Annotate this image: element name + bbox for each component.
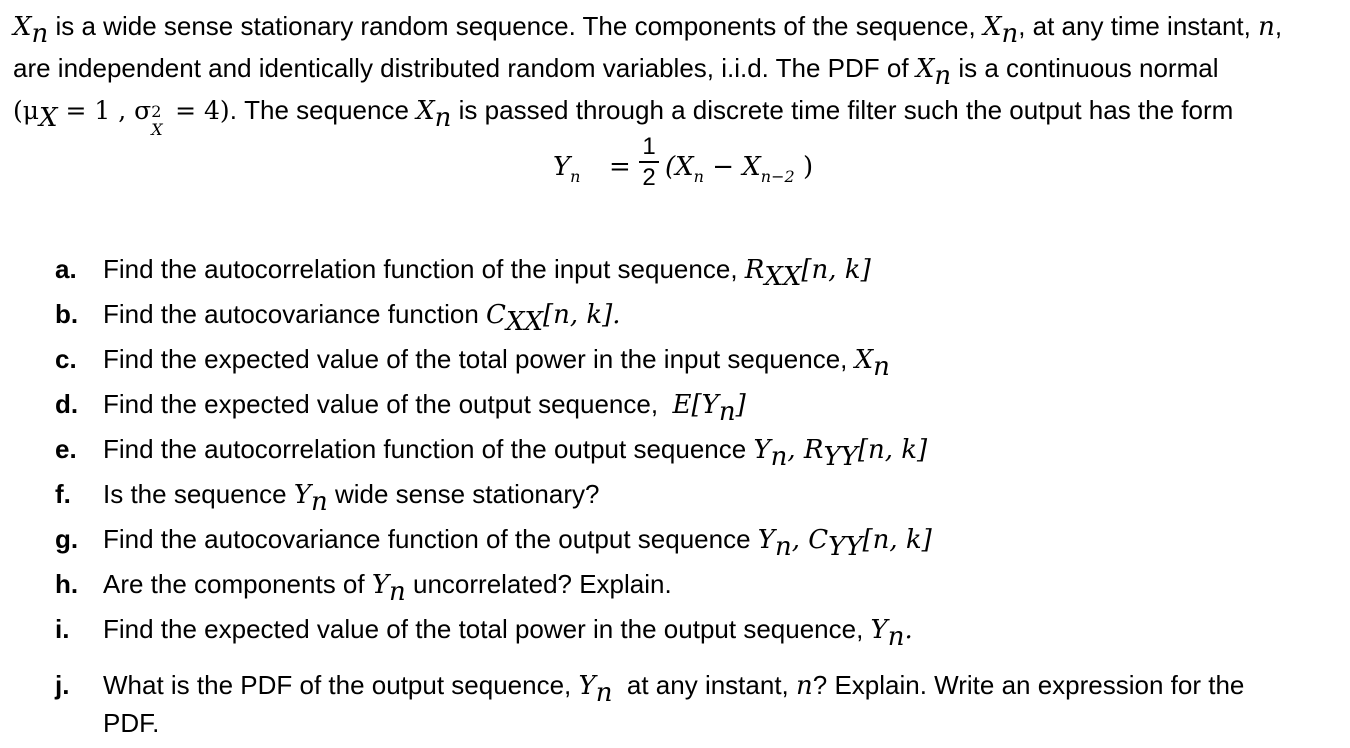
math-var: Y	[293, 480, 311, 510]
equation-rhs-sub: n	[693, 167, 704, 186]
question-text-part: Find the expected value of the output sequence,	[103, 389, 659, 419]
question-text-part: Is the sequence	[103, 479, 287, 509]
math-var: n	[796, 671, 813, 701]
intro-text: is a continuous normal	[958, 53, 1219, 83]
question-text-part: uncorrelated? Explain.	[413, 569, 672, 599]
sigma-value: = 4)	[167, 96, 230, 125]
question-letter: a.	[55, 254, 77, 284]
question-text-part: Find the autocovariance function of the output sequence	[103, 524, 751, 554]
intro-text: ,	[1274, 11, 1283, 41]
mu-expr: (μ	[13, 96, 40, 125]
math-var: , R	[787, 435, 824, 465]
sigma-expr: = 1 , σ	[57, 96, 152, 125]
math-sub: n	[389, 577, 406, 607]
question-text-part: wide sense stationary?	[334, 479, 600, 509]
question-text-part: at any instant,	[626, 670, 789, 700]
math-sub: n	[873, 352, 890, 382]
math-var: X	[416, 96, 435, 126]
equation-rhs-part: (X	[665, 152, 694, 182]
question-text	[103, 344, 890, 382]
question-text	[103, 254, 871, 292]
equation-equals: =	[609, 152, 631, 182]
question-letter: e.	[55, 434, 77, 464]
math-sub: YY	[823, 442, 858, 472]
fraction-denominator: 2	[642, 164, 656, 191]
intro-line-2	[13, 48, 1338, 90]
question-text-part: Find the expected value of the total power in the output sequence,	[103, 614, 864, 644]
question-text	[103, 614, 913, 652]
math-var: Y	[753, 435, 771, 465]
question-text-continued: PDF.	[103, 708, 160, 738]
question-text	[103, 479, 600, 517]
sigma-sub: X	[151, 120, 163, 139]
intro-line-1	[13, 6, 1338, 48]
math-sub: n	[595, 678, 613, 708]
question-text-part: Find the autocorrelation function of the output sequence	[103, 434, 747, 464]
sigma-sup: 2	[151, 102, 162, 121]
math-sub: XX	[764, 262, 802, 292]
math-var: , C	[791, 525, 829, 555]
question-letter: c.	[55, 344, 77, 374]
question-text-part: Find the expected value of the total power in the input sequence,	[103, 344, 848, 374]
math-var: X	[854, 345, 874, 375]
math-sub: n	[31, 19, 49, 49]
math-var: Y	[757, 525, 775, 555]
question-letter: j.	[55, 670, 70, 700]
math-var: C	[486, 300, 506, 330]
problem-intro	[13, 6, 1338, 139]
question-text	[103, 299, 621, 337]
intro-text: is passed through a discrete time filter such the output has the form	[458, 95, 1234, 125]
intro-text: . The sequence	[229, 95, 409, 125]
question-text-part: ? Explain. Write an expression for the	[812, 670, 1245, 700]
equation-rhs-part: − X	[703, 152, 761, 182]
equation-lhs-var: Y	[553, 152, 571, 182]
math-var: Y	[870, 615, 888, 645]
math-sub: n	[718, 397, 736, 427]
math-var: Y	[578, 671, 596, 701]
intro-line-3	[13, 90, 1338, 139]
math-sub: n	[770, 442, 788, 472]
math-var: X	[982, 12, 1002, 42]
fraction-bar	[639, 161, 659, 163]
equation-lhs	[553, 152, 581, 186]
equation-rhs	[665, 152, 814, 186]
question-text-part: Find the autocovariance function	[103, 299, 479, 329]
sigma-subsup	[151, 102, 167, 139]
equation-fraction	[639, 134, 659, 191]
math-var: Y	[371, 570, 390, 600]
math-sub: X	[39, 103, 58, 133]
math-tail: [n, k]	[857, 435, 928, 465]
question-text-part: Find the autocorrelation function of the input sequence,	[103, 254, 738, 284]
math-tail: .	[904, 615, 913, 645]
math-sub: n	[774, 532, 792, 562]
question-text	[103, 670, 1245, 708]
math-var: X	[13, 12, 32, 42]
question-letter: h.	[55, 569, 79, 599]
math-tail: [n, k].	[542, 300, 621, 330]
equation-rhs-part: )	[794, 152, 814, 182]
question-letter: g.	[55, 524, 79, 554]
math-sub: n	[887, 622, 905, 652]
fraction-numerator: 1	[642, 133, 656, 160]
question-text-part: What is the PDF of the output sequence,	[103, 670, 572, 700]
math-sub: YY	[828, 532, 863, 562]
math-var: X	[915, 54, 935, 84]
math-var: E[Y	[672, 390, 719, 420]
math-sub: n	[1001, 19, 1019, 49]
intro-text: is a wide sense stationary random sequence. The components of the sequence,	[55, 11, 976, 41]
question-letter: f.	[55, 479, 71, 509]
equation-lhs-sub: n	[570, 167, 581, 186]
math-sub: n	[934, 61, 952, 91]
math-tail: [n, k]	[862, 525, 932, 555]
question-text-part: Are the components of	[103, 569, 365, 599]
question-letter: d.	[55, 389, 79, 419]
intro-text: , at any time instant,	[1018, 11, 1251, 41]
math-tail: ]	[735, 390, 746, 420]
equation-rhs-sub: n−2	[760, 167, 795, 186]
math-tail: [n, k]	[801, 255, 871, 285]
question-text	[103, 524, 932, 562]
question-text	[103, 569, 672, 607]
math-var: n	[1258, 12, 1275, 42]
question-letter: i.	[55, 614, 70, 644]
math-sub: XX	[505, 307, 543, 337]
math-var: R	[744, 255, 765, 285]
intro-text: are independent and identically distributed random variables, i.i.d. The PDF of	[13, 53, 909, 83]
math-sub: n	[310, 487, 328, 517]
question-text	[103, 389, 746, 427]
question-letter: b.	[55, 299, 79, 329]
question-text	[103, 434, 928, 472]
math-sub: n	[434, 103, 452, 133]
